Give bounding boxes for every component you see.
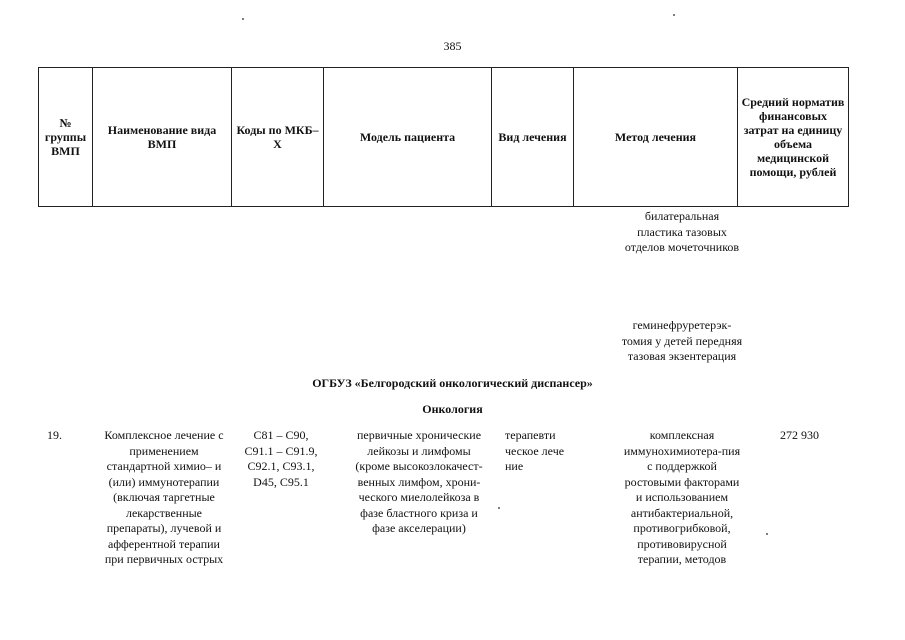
continued-method-1: билатеральная пластика тазовых отделов мочеточников xyxy=(624,209,740,254)
row-treatment-type: терапевти ческое лече ние xyxy=(505,428,565,473)
table-header xyxy=(38,67,849,207)
row-treatment-method: комплексная иммунохимиотера-пия с поддержкой ростовыми факторами и использованием антибактериальной, противогрибковой, противовирусной терапии, методов xyxy=(623,428,741,566)
header-patient-model: Модель пациента xyxy=(324,68,492,207)
scan-speck xyxy=(498,507,500,509)
header-group-number: № группы ВМП xyxy=(39,68,93,207)
header-icd-codes: Коды по МКБ–Х xyxy=(232,68,324,207)
row-average-cost: 272 930 xyxy=(780,428,819,442)
row-icd-codes: C81 – C90, C91.1 – C91.9, C92.1, C93.1, D45, C95.1 xyxy=(244,428,318,489)
row-patient-model: первичные хронические лейкозы и лимфомы (кроме высокозлокачест- венных лимфом, хрони- ческого миелолейкоза в фазе бластного криза и фазе акселерации) xyxy=(355,428,483,535)
continued-method-2: геминефруретерэк- томия у детей передняя тазовая экзентерация xyxy=(621,318,743,363)
institution-heading: ОГБУЗ «Белгородский онкологический диспансер» xyxy=(312,376,593,390)
scan-speck xyxy=(766,533,768,535)
header-treatment-type: Вид лечения xyxy=(492,68,574,207)
header-average-cost: Средний норматив финансовых затрат на единицу объема медицинской помощи, рублей xyxy=(738,68,849,207)
header-treatment-method: Метод лечения xyxy=(574,68,738,207)
section-heading: Онкология xyxy=(422,402,483,416)
page-number: 385 xyxy=(443,39,462,53)
header-vmp-name: Наименование вида ВМП xyxy=(93,68,232,207)
row-vmp-name: Комплексное лечение с применением стандартной химио– и (или) иммунотерапии (включая таргетные лекарственные препараты), лучевой и афферентной терапии при первичных острых xyxy=(104,428,224,566)
scan-speck xyxy=(242,18,244,20)
scan-speck xyxy=(673,14,675,16)
row-group-number: 19. xyxy=(47,428,62,442)
